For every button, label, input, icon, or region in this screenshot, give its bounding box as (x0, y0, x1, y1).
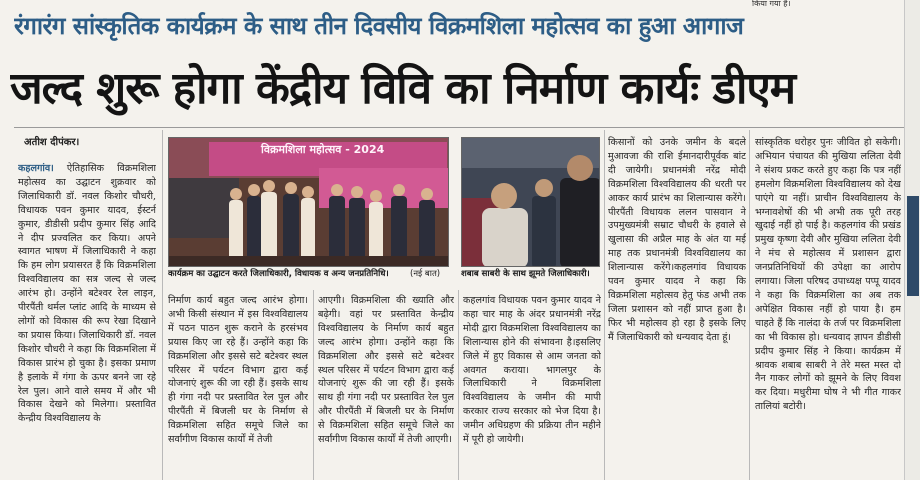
article-column-4: किसानों को उनके जमीन के बदले मुआवजा की राशि ईमानदारीपूर्वक बांट दी जायेगी। प्रधानमंत्री नरेंद्र मोदी विक्रमशिला विश्वविद्यालय की धरती पर आकर कार्य प्रारंभ का शिलान्यास करेंगे। पीरपैंती विधायक ललन पासवान ने उपमुख्यमंत्री सम्राट चौधरी के हवाले से खुलासा की अप्रैल माह के अंत या मई माह तक प्रधानमंत्री विश्वविद्यालय का शिलान्यास करेंगे।कहलगांव विधायक पवन कुमार यादव ने कहा कि विक्रमशिला महोत्सव हेतु फंड अभी तक जिला प्रशासन को नहीं प्राप्त हुआ है।फिर भी महोत्सव हो रहा है इसके लिए मैं जिलाधिकारी को धन्यवाद देता हूं। (608, 137, 746, 343)
column-divider (749, 130, 750, 480)
kicker-headline: रंगारंग सांस्कृतिक कार्यक्रम के साथ तीन दिवसीय विक्रमशिला महोत्सव का हुआ आगाज (14, 12, 744, 40)
col1-text: ऐतिहासिक विक्रमशिला महोत्सव का उद्घाटन शुक्रवार को जिलाधिकारी डॉ. नवल किशोर चौधरी, विधायक पवन कुमार यादव, ईस्टर्न कुमार, डीडीसी प्रदीप कुमार सिंह आदि ने दीप प्रज्वलित कर किया। अपने स्वागत भाषण में जिलाधिकारी ने कहा कि हम लोग प्रयासरत हैं कि विक्रमशिला विश्वविद्यालय का सत्र जल्द से जल्द आरंभ हो। उन्होंने बटेश्वर रेल लाइन, पीरपैंती थर्मल प्लांट आदि के माध्यम से लोगों को विकास की रूप रेखा दिखाने का प्रयास किया। जिलाधिकारी डॉ. नवल किशोर चौधरी ने कहा कि विक्रमशिला में विकास प्रारंभ हो चुका है। इसका प्रमाण है इलाके में गंगा के ऊपर बनने जा रहे रेल पुल। आने वाले समय में और भी विकास देखने को मिलेगा। प्रस्तावित केन्द्रीय विश्वविद्यालय के (18, 163, 156, 425)
inauguration-photo-image (169, 138, 449, 267)
article-column-6: सांस्कृतिक धरोहर पुनः जीवित हो सकेगी।अभियान पंचायत की मुखिया ललिता देवी ने संशय प्रकट करते हुए कहा कि पत्र नहीं हमलोग विक्रमशिला विश्वविद्यालय को देख पाएंगे या नहीं। प्राचीन विश्वविद्यालय के भग्नावशेषों की भी अभी तक पूरी तरह खुदाई नहीं हो पाई है। कहलगांव की प्रखंड प्रमुख कृष्णा देवी और मुखिया ललिता देवी ने मंच से महोत्सव में प्रशासन द्वारा जनप्रतिनिधियों की उपेक्षा का आरोप लगाया। जिला परिषद उपाध्यक्ष पप्पू यादव ने कहा कि विक्रमशिला का अब तक अपेक्षित विकास नहीं हो पाया है। हम चाहते हैं कि नालंदा के तर्ज पर विक्रमशिला का भी विकास हो। धन्यवाद ज्ञापन डीडीसी प्रदीप कुमार सिंह ने किया। कार्यक्रम में श्रावक शबाब साबरी ने तेरे मस्त मस्त दो नैन गाकर लोगों को झूमने के लिए विवश कर दिया। मधुरीमा घोष ने भी गीत गाकर तालियां बटोरी। (755, 137, 901, 413)
column-divider (604, 130, 605, 480)
article-column-2: निर्माण कार्य बहुत जल्द आरंभ होगा। अभी किसी संस्थान में इस विश्वविद्यालय में पठन पाठन शुरू कराने के हरसंभव प्रयास किए जा रहे हैं। उन्होंने कहा कि विक्रमशिला और इससे सटे बटेश्वर स्थल परिसर में पर्यटन विभाग द्वारा कई योजनाएं शुरू की जा रही हैं। इसके साथ ही गंगा नदी पर प्रस्तावित रेल पुल और पीरपैंती में बिजली घर के निर्माण से विक्रमशिला सहित समूचे जिले का सर्वांगीण विकास कार्यों में तेजी (168, 295, 308, 446)
main-headline: जल्द शुरू होगा केंद्रीय विवि का निर्माण कार्यः डीएम (10, 63, 796, 114)
photo-caption-1: कार्यक्रम का उद्घाटन करते जिलाधिकारी, विधायक व अन्य जनप्रतिनिधि। (168, 269, 389, 279)
photo-caption-2: शबाब साबरी के साथ झूमते जिलाधिकारी। (461, 269, 590, 279)
article-column-1 (18, 162, 156, 480)
dateline: कहलगांव। (18, 163, 54, 174)
column-divider (313, 290, 314, 480)
article-column-5: कहलगांव विधायक पवन कुमार यादव ने कहा चार माह के अंदर प्रधानमंत्री नरेंद्र मोदी द्वारा विक्रमशिला विश्वविद्यालय का शिलान्यास होने की संभावना है।इसलिए जिले में हुए विकास से आम जनता को अवगत कराया। भागलपुर के जिलाधिकारी ने विक्रमशिला विश्वविद्यालय के जमीन की मापी करकार राज्य सरकार को भेज दिया है। जमीन अधिग्रहण की प्रक्रिया तीन महीने में पूरी हो जायेगी। (463, 295, 601, 446)
column-divider (458, 290, 459, 480)
adjacent-photo (907, 196, 919, 296)
singer-photo-image (462, 138, 600, 267)
cropped-text-top: किया गया है। (752, 0, 791, 8)
photo-credit: (नई बात) (410, 269, 441, 279)
column-divider (162, 130, 163, 480)
article-column-3: आएगी। विक्रमशिला की ख्याति और बढ़ेगी। वहां पर प्रस्तावित केन्द्रीय विश्वविद्यालय के निर्माण कार्य बहुत जल्द आरंभ होगा। उन्होंने कहा कि विक्रमशिला और इससे सटे बटेश्वर स्थल परिसर में पर्यटन विभाग द्वारा कई योजनाएं शुरू की जा रही हैं। इसके साथ ही गंगा नदी पर प्रस्तावित रेल पुल और पीरपैंती में बिजली घर के निर्माण से विक्रमशिला सहित समूचे जिले का सर्वांगीण विकास कार्यों में तेजी आएगी। (318, 295, 454, 446)
byline: अतीश दीपंकर। (24, 137, 80, 148)
festival-banner-text: विक्रमशिला महोत्सव - 2024 (261, 143, 385, 156)
inauguration-photo (168, 137, 449, 267)
adjacent-page-strip (904, 0, 920, 480)
headline-rule (14, 127, 904, 128)
singer-photo (461, 137, 600, 267)
